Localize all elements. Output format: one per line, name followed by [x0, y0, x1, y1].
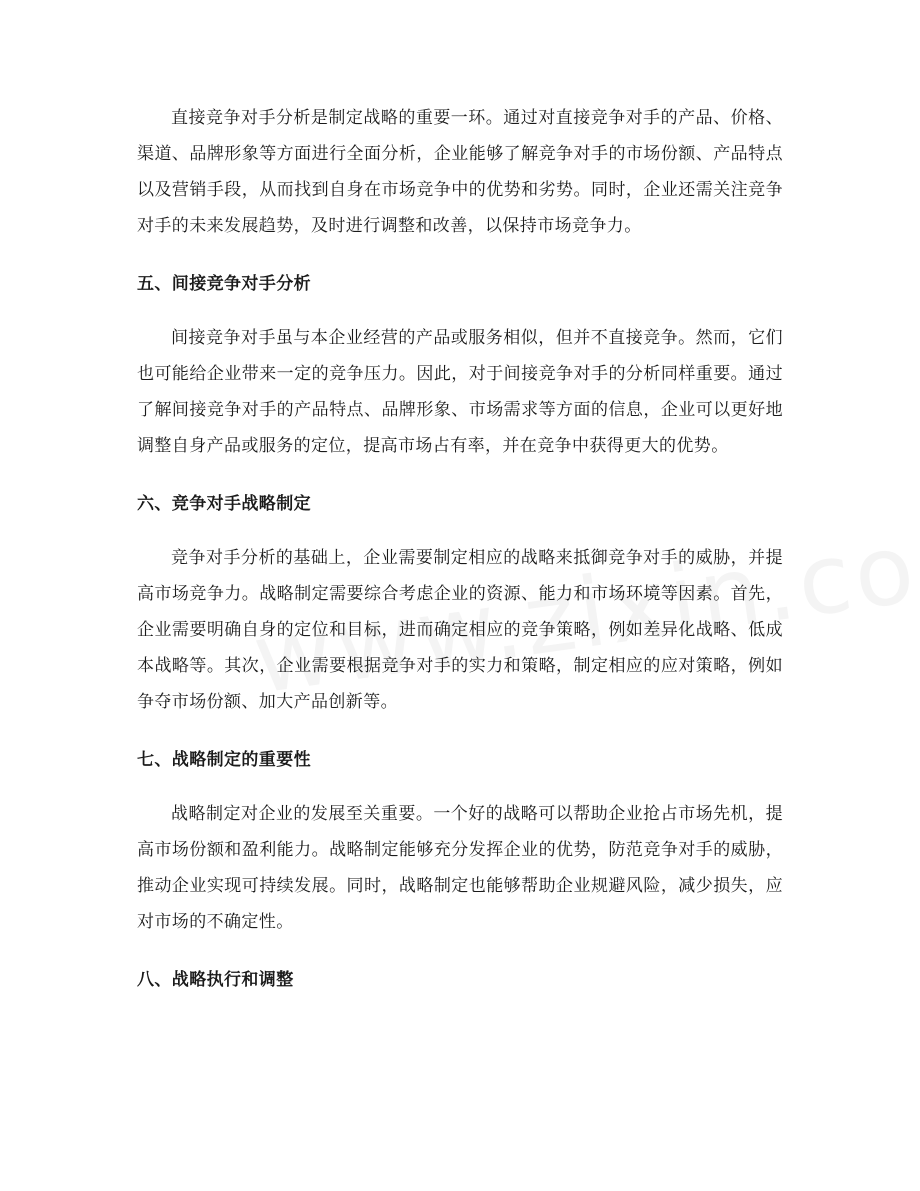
heading-section-7: 七、战略制定的重要性: [137, 750, 311, 770]
paragraph-direct-competitors: 直接竞争对手分析是制定战略的重要一环。通过对直接竞争对手的产品、价格、渠道、品牌形象等方面进行全面分析，企业能够了解竞争对手的市场份额、产品特点以及营销手段，从而找到自身在市场竞争中的优势和劣势。同时，企业还需关注竞争对手的未来发展趋势，及时进行调整和改善，以保持市场竞争力。: [137, 108, 783, 236]
heading-section-5: 五、间接竞争对手分析: [137, 274, 311, 294]
paragraph-indirect-competitors: 间接竞争对手虽与本企业经营的产品或服务相似，但并不直接竞争。然而，它们也可能给企业带来一定的竞争压力。因此，对于间接竞争对手的分析同样重要。通过了解间接竞争对手的产品特点、品牌形象、市场需求等方面的信息，企业可以更好地调整自身产品或服务的定位，提高市场占有率，并在竞争中获得更大的优势。: [137, 328, 783, 456]
paragraph-strategy-formulation: 竞争对手分析的基础上，企业需要制定相应的战略来抵御竞争对手的威胁，并提高市场竞争力。战略制定需要综合考虑企业的资源、能力和市场环境等因素。首先，企业需要明确自身的定位和目标，进而确定相应的竞争策略，例如差异化战略、低成本战略等。其次，企业需要根据竞争对手的实力和策略，制定相应的应对策略，例如争夺市场份额、加大产品创新等。: [137, 548, 783, 712]
document-body: [137, 100, 783, 998]
paragraph-strategy-importance: 战略制定对企业的发展至关重要。一个好的战略可以帮助企业抢占市场先机，提高市场份额和盈利能力。战略制定能够充分发挥企业的优势，防范竞争对手的威胁，推动企业实现可持续发展。同时，战略制定也能够帮助企业规避风险，减少损失，应对市场的不确定性。: [137, 804, 783, 932]
heading-section-8: 八、战略执行和调整: [137, 970, 294, 990]
heading-section-6: 六、竞争对手战略制定: [137, 494, 311, 514]
